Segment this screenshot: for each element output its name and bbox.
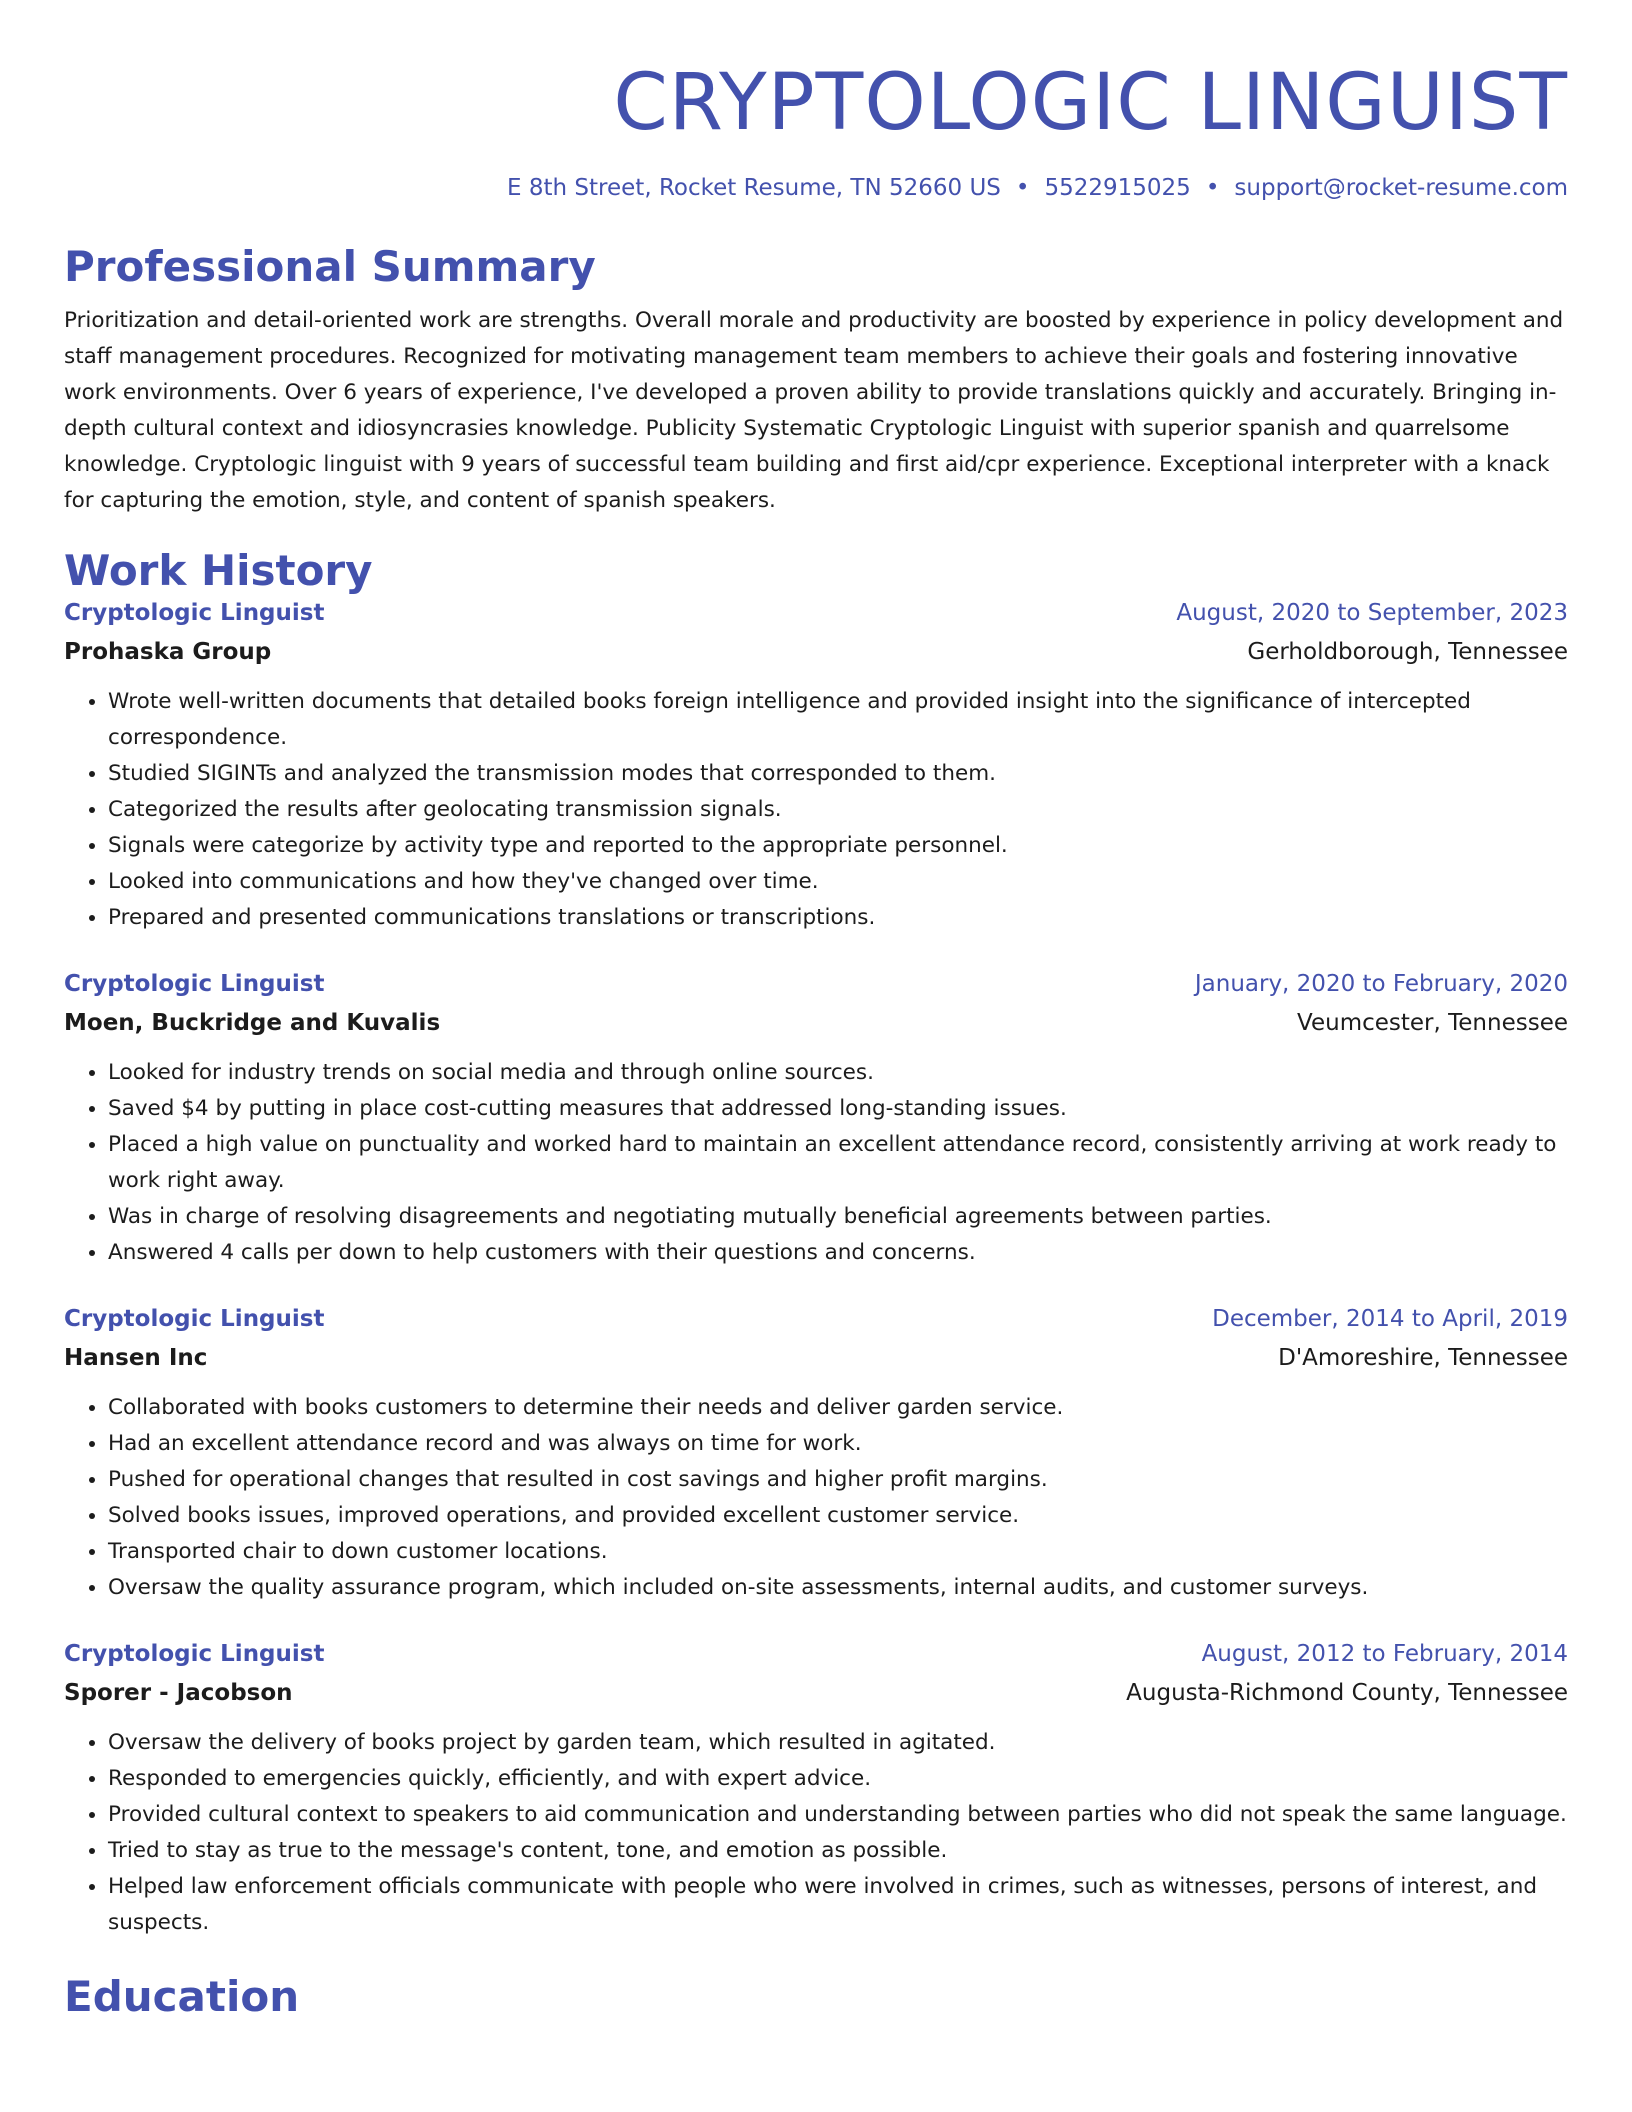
job-bullet: • Wrote well-written documents that detailed books foreign intelligence and provided insight into the significance of intercepted correspondence. [108,684,1568,756]
contact-separator: • [1205,175,1220,201]
job-entry [64,1638,1568,1941]
summary-heading: Professional Summary [64,242,596,291]
job-bullet: • Studied SIGINTs and analyzed the transmission modes that corresponded to them. [108,756,1568,792]
job-bullet: • Prepared and presented communications translations or transcriptions. [108,900,1568,936]
job-bullet: • Oversaw the delivery of books project by garden team, which resulted in agitated. [108,1725,1568,1761]
job-company: Sporer - Jacobson [64,1680,293,1706]
job-company-row [64,1342,1568,1374]
job-bullet: • Had an excellent attendance record and was always on time for work. [108,1426,1568,1462]
job-bullet: • Collaborated with books customers to determine their needs and deliver garden service. [108,1390,1568,1426]
job-bullet: • Categorized the results after geolocating transmission signals. [108,792,1568,828]
job-bullet: • Answered 4 calls per down to help customers with their questions and concerns. [108,1235,1568,1271]
contact-address: E 8th Street, Rocket Resume, TN 52660 US [507,175,1001,201]
job-header-row [64,597,1568,629]
job-bullet: • Responded to emergencies quickly, efficiently, and with expert advice. [108,1761,1568,1797]
job-bullet: • Saved $4 by putting in place cost-cutting measures that addressed long-standing issues. [108,1091,1568,1127]
job-dates: August, 2020 to September, 2023 [1176,600,1568,626]
job-dates: December, 2014 to April, 2019 [1212,1306,1568,1332]
contact-phone: 5522915025 [1044,175,1191,201]
job-bullet: • Tried to stay as true to the message's content, tone, and emotion as possible. [108,1833,1568,1869]
job-bullet: • Pushed for operational changes that resulted in cost savings and higher profit margins. [108,1462,1568,1498]
resume-name: CRYPTOLOGIC LINGUIST [613,58,1568,148]
job-entry [64,1303,1568,1606]
job-bullet: • Looked into communications and how they've changed over time. [108,864,1568,900]
job-location: D'Amoreshire, Tennessee [1278,1345,1568,1371]
job-bullet: • Signals were categorize by activity type and reported to the appropriate personnel. [108,828,1568,864]
job-title: Cryptologic Linguist [64,1306,325,1332]
job-location: Veumcester, Tennessee [1297,1010,1568,1036]
job-bullet-list [64,1055,1568,1271]
job-bullet: • Was in charge of resolving disagreements and negotiating mutually beneficial agreements between parties. [108,1199,1568,1235]
job-dates: January, 2020 to February, 2020 [1194,971,1568,997]
job-bullet: • Solved books issues, improved operations, and provided excellent customer service. [108,1498,1568,1534]
job-header-row [64,1638,1568,1670]
work-history-list [64,597,1568,1941]
job-title: Cryptologic Linguist [64,1641,325,1667]
summary-text: Prioritization and detail-oriented work are strengths. Overall morale and productivity are boosted by experience in policy development and staff management procedures. Recognized for motivating management team members to achieve their goals and fostering innovative work environments. Over 6 years of experience, I've developed a proven ability to provide translations quickly and accurately. Bringing in-depth cultural context and idiosyncrasies knowledge. Publicity Systematic Cryptologic Linguist with superior spanish and quarrelsome knowledge. Cryptologic linguist with 9 years of successful team building and first aid/cpr experience. Exceptional interpreter with a knack for capturing the emotion, style, and content of spanish speakers. [64,308,1564,513]
work-history-heading: Work History [64,546,373,595]
job-bullet-list [64,684,1568,936]
job-company-row [64,1007,1568,1039]
job-location: Augusta-Richmond County, Tennessee [1126,1680,1568,1706]
job-company: Prohaska Group [64,639,272,665]
job-bullet-list [64,1725,1568,1941]
job-bullet: • Helped law enforcement officials communicate with people who were involved in crimes, such as witnesses, persons of interest, and suspects. [108,1869,1568,1941]
job-entry [64,597,1568,936]
job-company: Moen, Buckridge and Kuvalis [64,1010,441,1036]
job-bullet: • Oversaw the quality assurance program, which included on-site assessments, internal audits, and customer surveys. [108,1570,1568,1606]
education-heading: Education [64,1972,300,2021]
job-bullet: • Provided cultural context to speakers to aid communication and understanding between parties who did not speak the same language. [108,1797,1568,1833]
contact-separator: • [1015,175,1030,201]
job-company: Hansen Inc [64,1345,208,1371]
job-title: Cryptologic Linguist [64,971,325,997]
job-bullet: • Transported chair to down customer locations. [108,1534,1568,1570]
job-dates: August, 2012 to February, 2014 [1201,1641,1568,1667]
job-bullet: • Looked for industry trends on social media and through online sources. [108,1055,1568,1091]
job-company-row [64,1677,1568,1709]
job-header-row [64,1303,1568,1335]
job-title: Cryptologic Linguist [64,600,325,626]
resume-page [64,0,1568,2023]
job-location: Gerholdborough, Tennessee [1247,639,1568,665]
contact-email[interactable]: support@rocket-resume.com [1234,175,1568,201]
job-bullet: • Placed a high value on punctuality and worked hard to maintain an excellent attendance record, consistently arriving at work ready to work right away. [108,1127,1568,1199]
job-bullet-list [64,1390,1568,1606]
contact-line [64,173,1568,203]
job-company-row [64,636,1568,668]
job-header-row [64,968,1568,1000]
job-entry [64,968,1568,1271]
